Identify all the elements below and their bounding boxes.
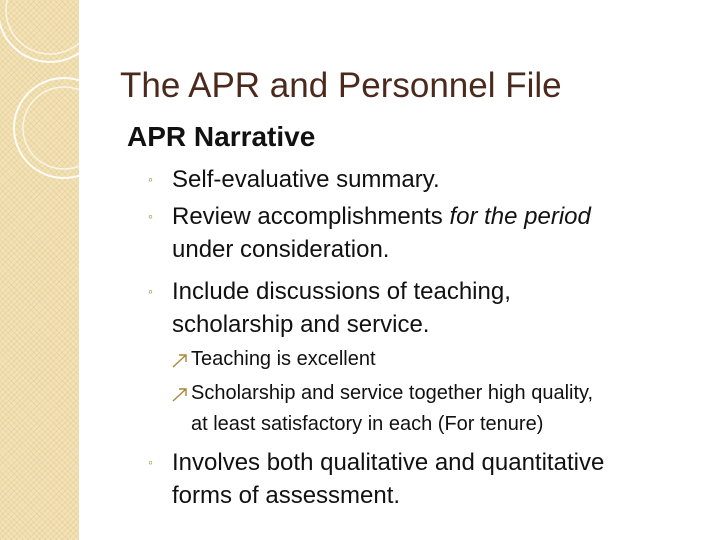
bullet-text-continued: under consideration. <box>172 236 390 263</box>
arrow-bullet-icon <box>172 352 191 368</box>
bullet-item <box>148 275 511 341</box>
bullet-text-continued: forms of assessment. <box>172 482 401 509</box>
bullet-text: Include discussions of teaching, <box>172 278 511 305</box>
circle-bullet-icon: ◦ <box>148 454 153 470</box>
bullet-text-part: Review accomplishments <box>172 203 450 230</box>
bullet-text-continued: scholarship and service. <box>172 311 430 338</box>
bullet-text-emphasis: for the period <box>449 203 591 230</box>
bullet-item <box>148 163 440 196</box>
bullet-text: Self-evaluative summary. <box>172 166 440 193</box>
sub-bullet-item <box>172 344 376 375</box>
sub-bullet-text-continued: at least satisfactory in each (For tenure) <box>191 413 544 435</box>
section-heading: APR Narrative <box>127 121 316 152</box>
sub-bullet-item <box>172 378 593 440</box>
bullet-item <box>148 446 604 512</box>
circle-bullet-icon: ◦ <box>148 283 153 299</box>
bullet-text <box>172 200 591 233</box>
circle-bullet-icon: ◦ <box>148 208 153 224</box>
arrow-bullet-icon <box>172 386 191 402</box>
circle-bullet-icon: ◦ <box>148 171 153 187</box>
sub-bullet-text: Scholarship and service together high quality, <box>191 382 594 404</box>
decorative-circles <box>0 0 140 190</box>
slide-title: The APR and Personnel File <box>120 66 562 105</box>
sub-bullet-text: Teaching is excellent <box>191 348 376 370</box>
bullet-item <box>148 200 591 266</box>
bullet-text: Involves both qualitative and quantitative <box>172 449 605 476</box>
